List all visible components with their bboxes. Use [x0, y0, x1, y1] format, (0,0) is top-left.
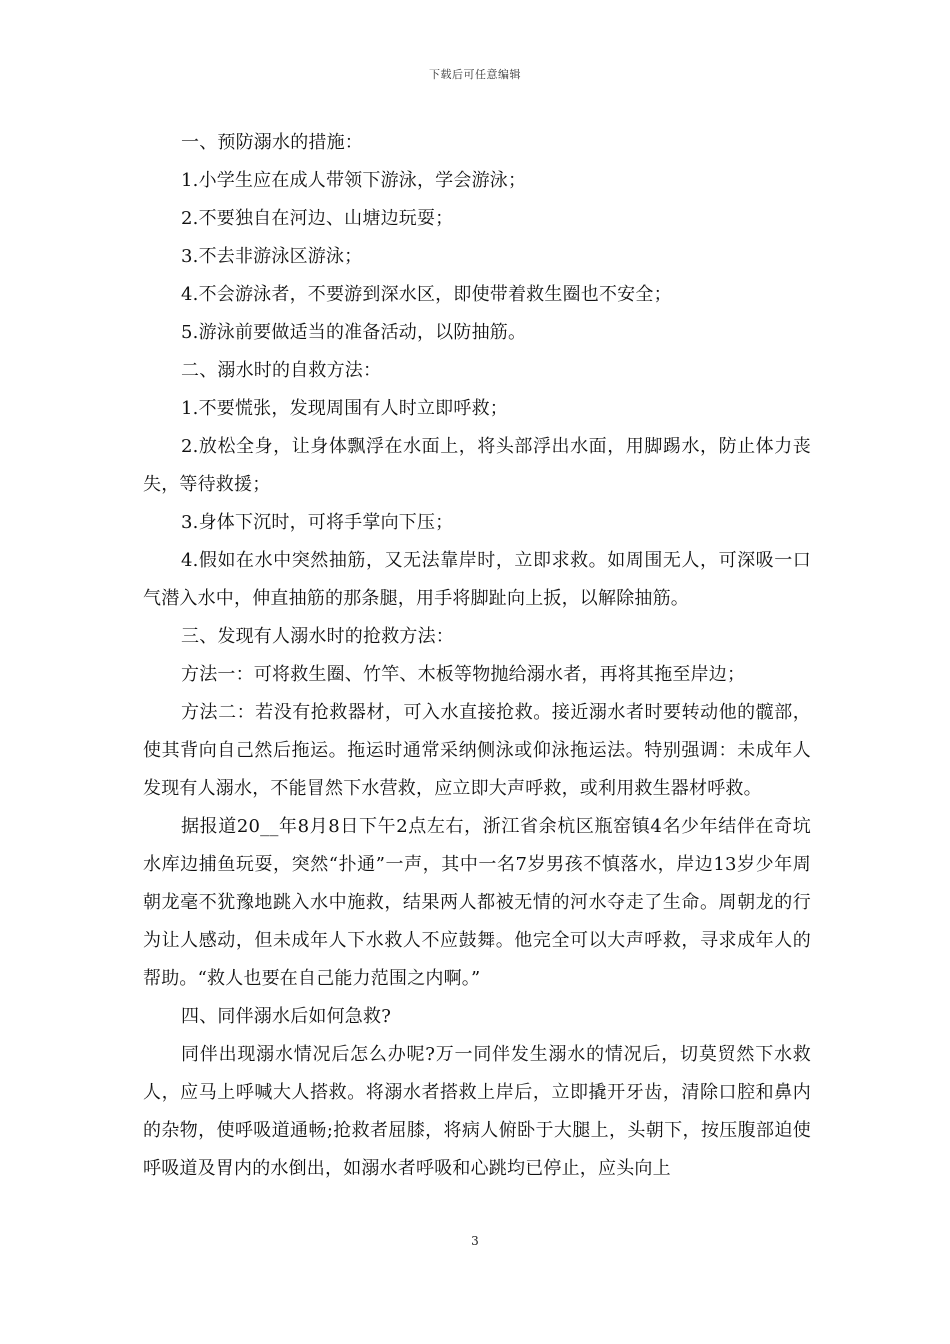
section-heading-rescue-others: 三、发现有人溺水时的抢救方法： [181, 626, 454, 647]
self-rescue-item-3: 3.身体下沉时，可将手掌向下压； [181, 512, 454, 533]
document-body [143, 124, 811, 1188]
section-heading-first-aid: 四、同伴溺水后如何急救? [181, 1006, 392, 1027]
news-report-paragraph: 据报道20__年8月8日下午2点左右，浙江省余杭区瓶窑镇4名少年结伴在奇坑水库边捕鱼玩耍，突然“扑通”一声，其中一名7岁男孩不慎落水，岸边13岁少年周朝龙毫不犹豫地跳入水中施救，结果两人都被无情的河水夺走了生命。周朝龙的行为让人感动，但未成年人下水救人不应鼓舞。他完全可以大声呼救，寻求成年人的帮助。“救人也要在自己能力范围之内啊。” [143, 816, 811, 989]
self-rescue-item-1: 1.不要慌张，发现周围有人时立即呼救； [181, 398, 508, 419]
self-rescue-item-4: 4.假如在水中突然抽筋，又无法靠岸时，立即求救。如周围无人，可深吸一口气潜入水中，伸直抽筋的那条腿，用手将脚趾向上扳，以解除抽筋。 [143, 550, 811, 609]
self-rescue-item-2: 2.放松全身，让身体飘浮在水面上，将头部浮出水面，用脚踢水，防止体力丧失，等待救援； [143, 436, 811, 495]
section-heading-self-rescue: 二、溺水时的自救方法： [181, 360, 382, 381]
page-header-note: 下载后可任意编辑 [429, 68, 521, 81]
prevention-item-2: 2.不要独自在河边、山塘边玩耍； [181, 208, 454, 229]
rescue-method-1: 方法一：可将救生圈、竹竿、木板等物抛给溺水者，再将其拖至岸边； [181, 664, 746, 685]
prevention-item-4: 4.不会游泳者，不要游到深水区，即使带着救生圈也不安全； [181, 284, 672, 305]
prevention-item-5: 5.游泳前要做适当的准备活动，以防抽筋。 [181, 322, 527, 343]
prevention-item-3: 3.不去非游泳区游泳； [181, 246, 363, 267]
prevention-item-1: 1.小学生应在成人带领下游泳，学会游泳； [181, 170, 527, 191]
section-heading-prevention: 一、预防溺水的措施： [181, 132, 363, 153]
first-aid-paragraph: 同伴出现溺水情况后怎么办呢?万一同伴发生溺水的情况后，切莫贸然下水救人，应马上呼喊大人搭救。将溺水者搭救上岸后，立即撬开牙齿，清除口腔和鼻内的杂物，使呼吸道通畅;抢救者屈膝，将病人俯卧于大腿上，头朝下，按压腹部迫使呼吸道及胃内的水倒出，如溺水者呼吸和心跳均已停止，应头向上 [143, 1044, 811, 1179]
page-number: 3 [471, 1234, 479, 1248]
rescue-method-2: 方法二：若没有抢救器材，可入水直接抢救。接近溺水者时要转动他的髋部，使其背向自己然后拖运。拖运时通常采纳侧泳或仰泳拖运法。特别强调：未成年人发现有人溺水，不能冒然下水营救，应立即大声呼救，或利用救生器材呼救。 [143, 702, 811, 799]
